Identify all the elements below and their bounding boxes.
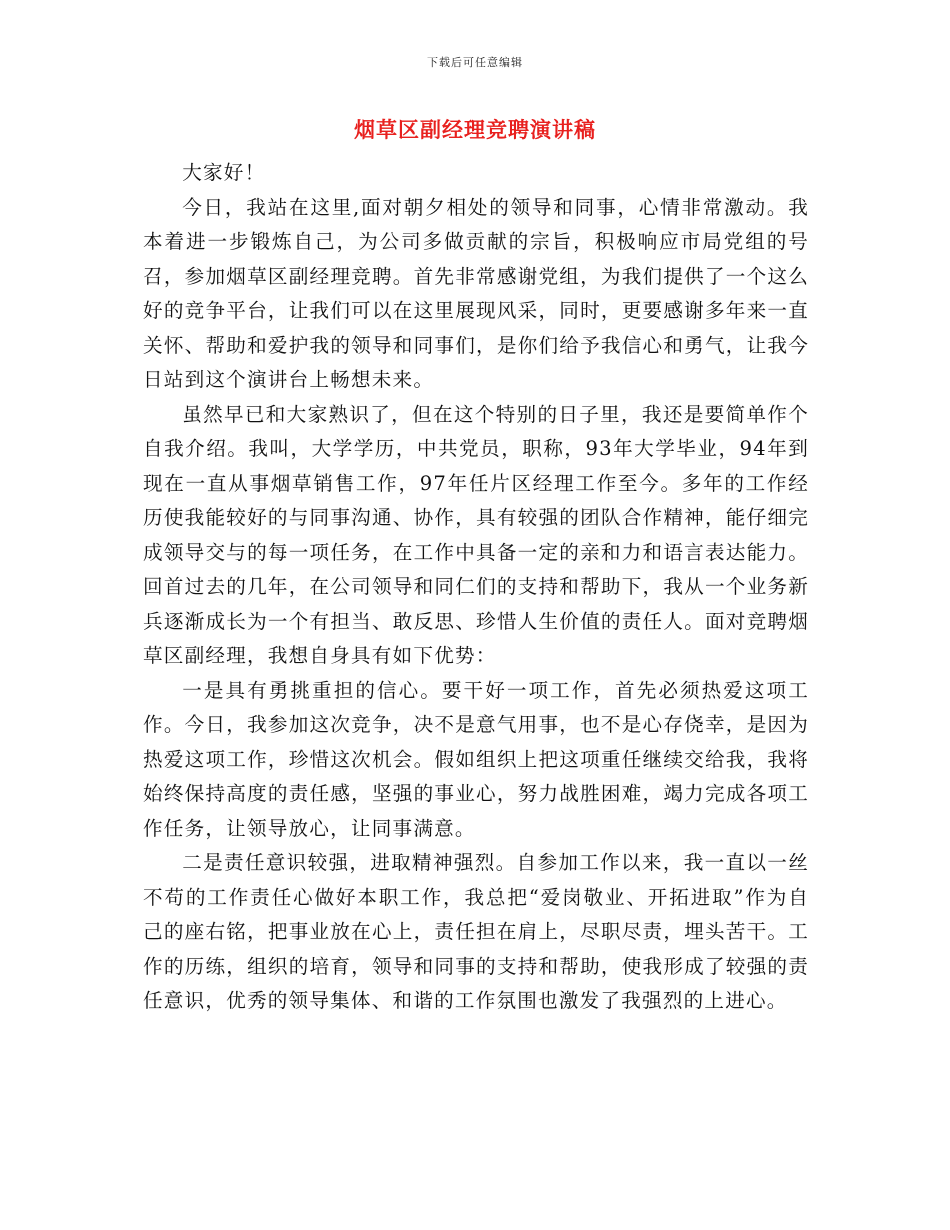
paragraph-3: 一是具有勇挑重担的信心。要干好一项工作，首先必须热爱这项工作。今日，我参加这次竞争，决不是意气用事，也不是心存侥幸，是因为热爱这项工作，珍惜这次机会。假如组织上把这项重任继续交给我，我将始终保持高度的责任感，坚强的事业心，努力战胜困难，竭力完成各项工作任务，让领导放心，让同事满意。 [143, 678, 809, 840]
document-title: 烟草区副经理竞聘演讲稿 [354, 118, 596, 142]
greeting: 大家好！ [182, 161, 266, 184]
paragraph-1: 今日，我站在这里,面对朝夕相处的领导和同事，心情非常激动。我本着进一步锻炼自己，为公司多做贡献的宗旨，积极响应市局党组的号召，参加烟草区副经理竞聘。首先非常感谢党组，为我们提供了一个这么好的竞争平台，让我们可以在这里展现风采，同时，更要感谢多年来一直关怀、帮助和爱护我的领导和同事们，是你们给予我信心和勇气，让我今日站到这个演讲台上畅想未来。 [143, 195, 809, 391]
paragraph-2: 虽然早已和大家熟识了，但在这个特别的日子里，我还是要简单作个自我介绍。我叫，大学学历，中共党员，职称，93年大学毕业，94年到现在一直从事烟草销售工作，97年任片区经理工作至今。多年的工作经历使我能较好的与同事沟通、协作，具有较强的团队合作精神，能仔细完成领导交与的每一项任务，在工作中具备一定的亲和力和语言表达能力。回首过去的几年，在公司领导和同仁们的支持和帮助下，我从一个业务新兵逐渐成长为一个有担当、敢反思、珍惜人生价值的责任人。面对竞聘烟草区副经理，我想自身具有如下优势： [143, 402, 809, 667]
document-body [143, 156, 809, 1019]
paragraph-4: 二是责任意识较强，进取精神强烈。自参加工作以来，我一直以一丝不苟的工作责任心做好本职工作，我总把“爱岗敬业、开拓进取”作为自己的座右铭，把事业放在心上，责任担在肩上，尽职尽责，埋头苦干。工作的历练，组织的培育，领导和同事的支持和帮助，使我形成了较强的责任意识，优秀的领导集体、和谐的工作氛围也激发了我强烈的上进心。 [143, 851, 809, 1012]
header-note: 下载后可任意编辑 [427, 56, 523, 69]
